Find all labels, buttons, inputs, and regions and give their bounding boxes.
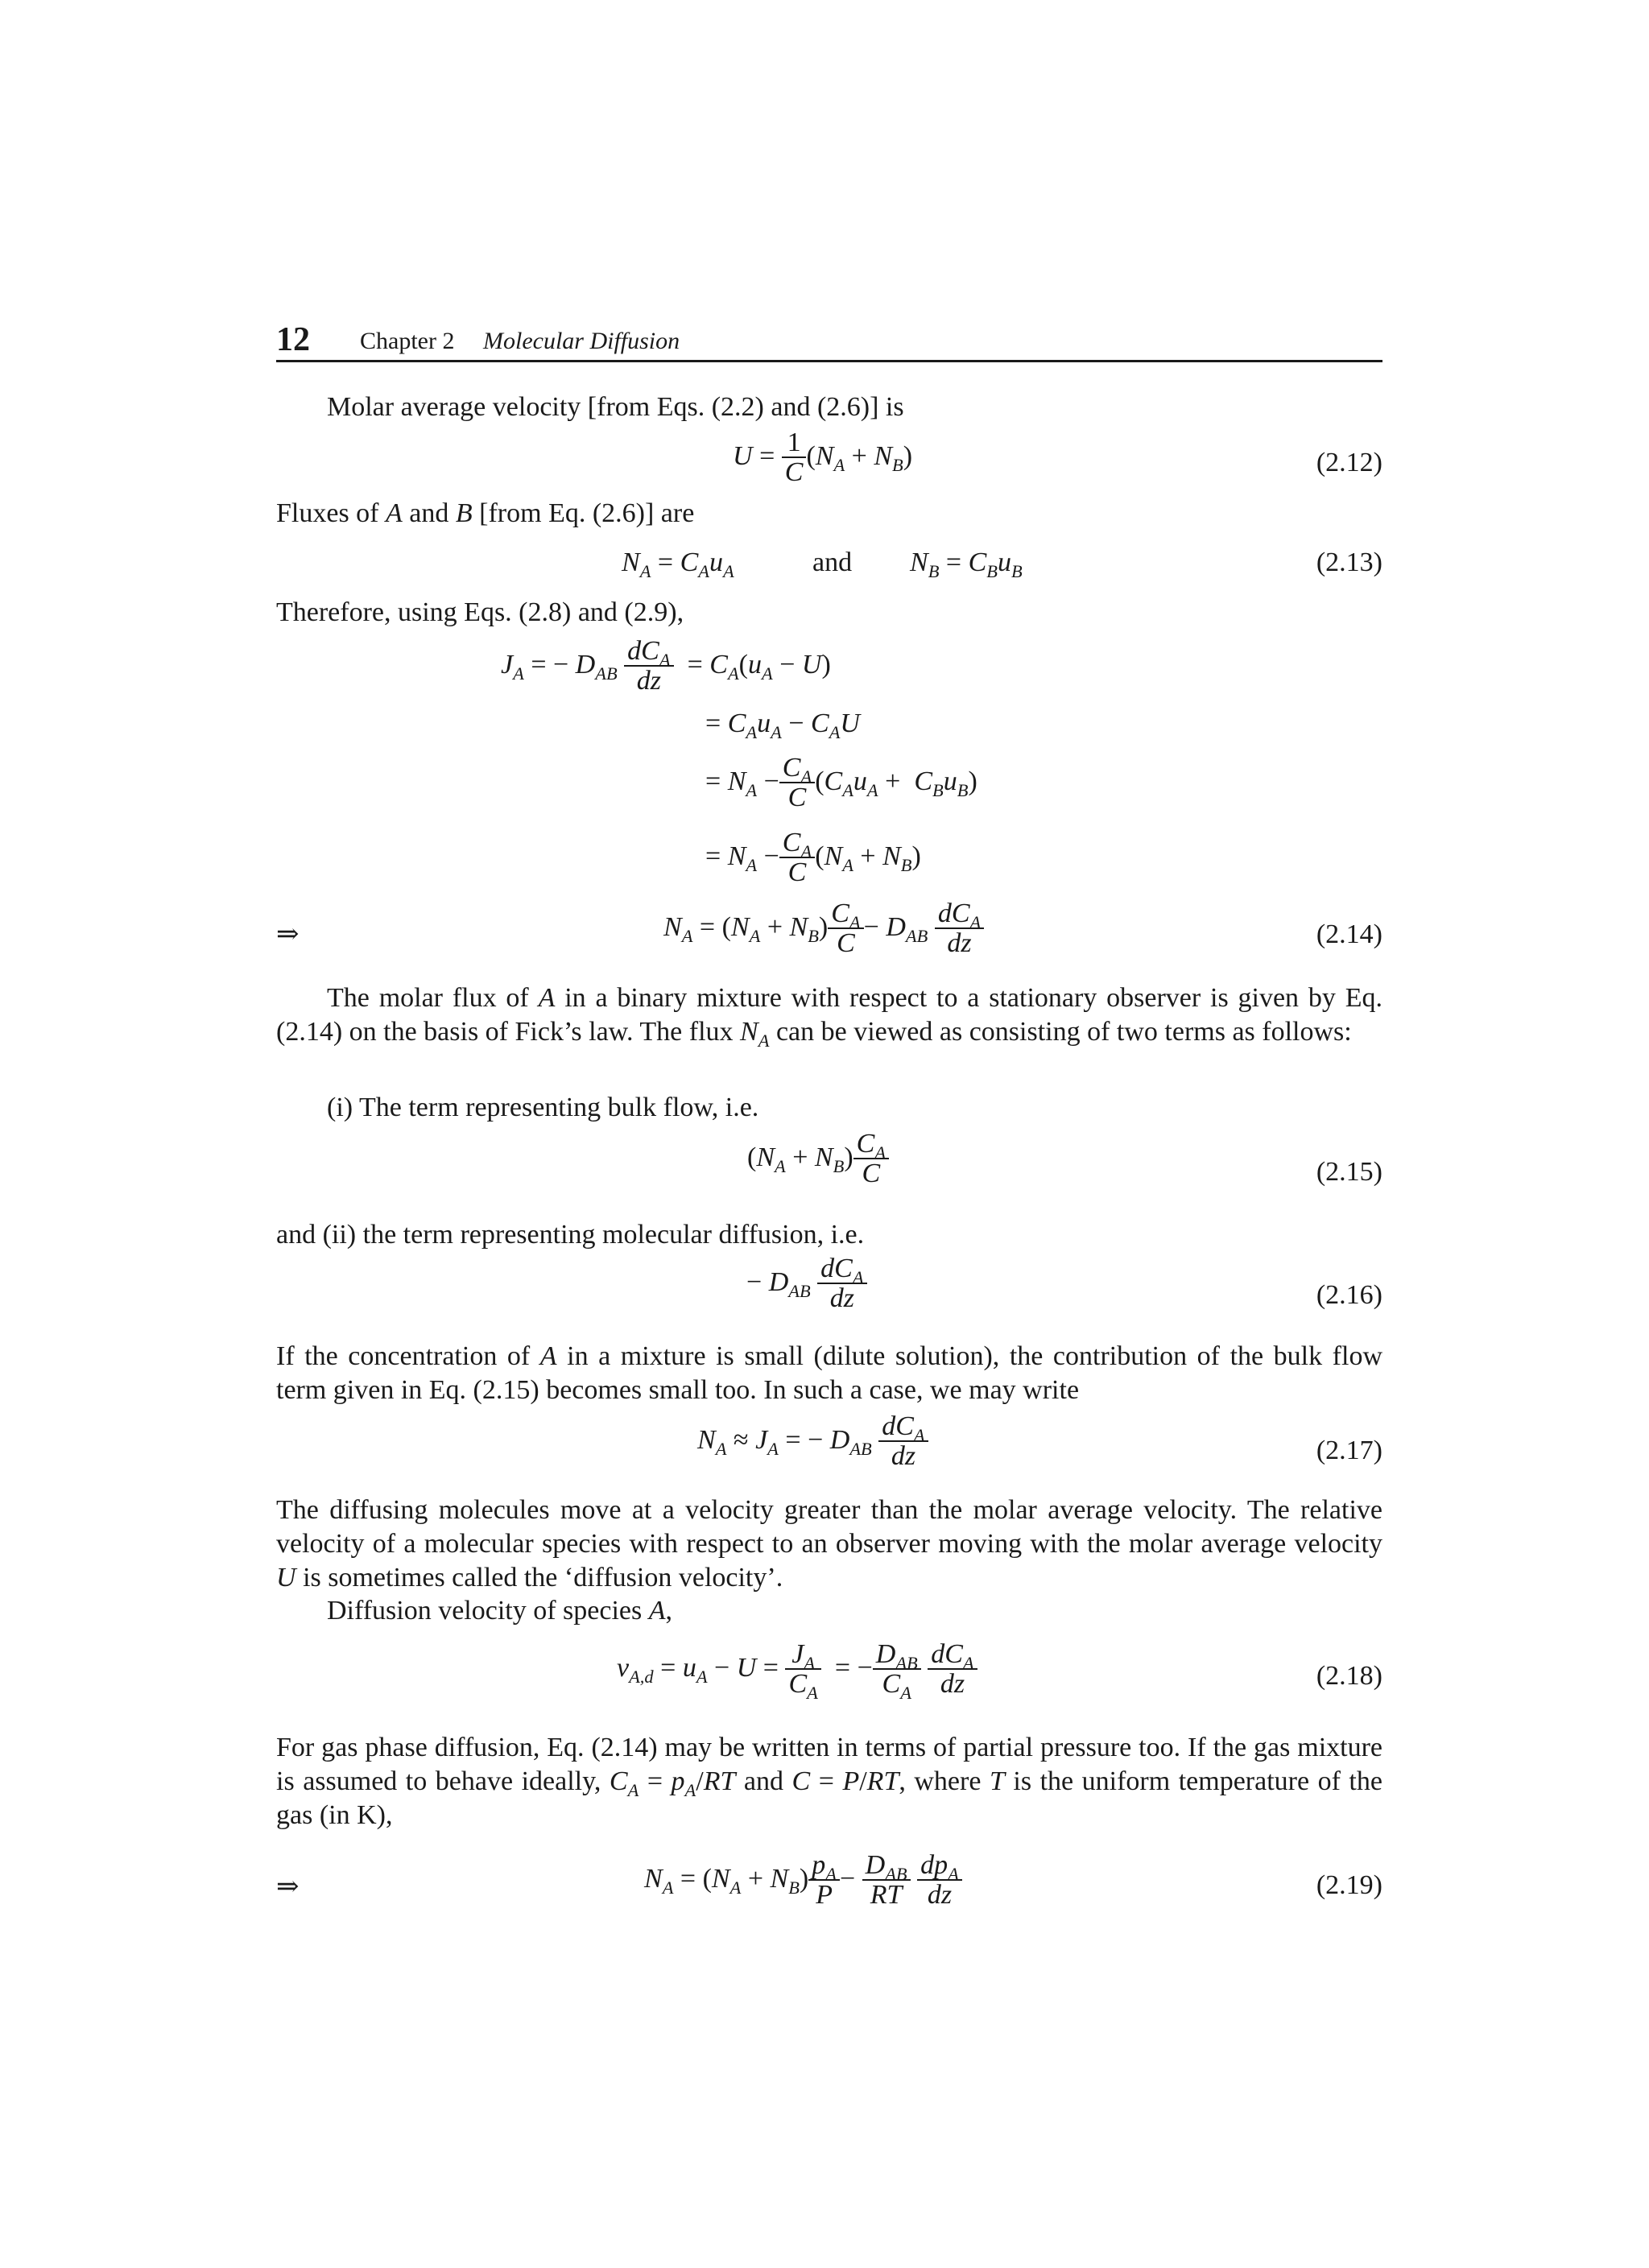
paragraph-gas-phase: For gas phase diffusion, Eq. (2.14) may be written in terms of partial pressure too. If the gas mixture is assumed to behave ideally, $C_A = p_A/RT$ and C = P/RT, where T is the uniform temperature of the gas (in K), <box>276 1733 1382 1830</box>
equation-2-14-body: $N_A = (N_A + N_B)$ $\frac{C_A}{C}$ − $D_{AB}$ $\frac{dC_A}{dz}$ <box>663 900 984 958</box>
derivation-line-3: = $N_A$ − $\frac{C_A}{C}$ $(C_Au_A + C_Bu_B)$ <box>705 753 977 812</box>
paragraph-molar-average: Molar average velocity [from Eqs. (2.2) and (2.6)] is <box>327 392 904 422</box>
paragraph-molar-flux: The molar flux of A in a binary mixture with respect to a stationary observer is given by Eq. (2.14) on the basis of Fick’s law. The flux $N_A$ can be viewed as consisting of two terms as follows: <box>276 983 1382 1051</box>
equation-2-13-right: $N_B = C_Bu_B$ <box>910 547 1023 581</box>
paragraph-term-ii: and (ii) the term representing molecular diffusion, i.e. <box>276 1220 865 1250</box>
paragraph-diffusion-velocity: Diffusion velocity of species A, <box>327 1596 673 1626</box>
paragraph-term-i: (i) The term representing bulk flow, i.e. <box>327 1093 759 1122</box>
implies-arrow-2: ⇒ <box>276 1872 300 1902</box>
paragraph-diffusing-molecules: The diffusing molecules move at a velocity greater than the molar average velocity. The relative velocity of a molecular species with respect to an observer moving with the molar average velocity U is sometimes called the ‘diffusion velocity’. <box>276 1495 1382 1593</box>
chapter-title: Molecular Diffusion <box>483 328 680 354</box>
paragraph-dilute: If the concentration of A in a mixture is small (dilute solution), the contribution of the bulk flow term given in Eq. (2.15) becomes small too. In such a case, we may write <box>276 1341 1382 1405</box>
equation-2-13-left: $N_A = C_Au_A$ <box>622 547 734 581</box>
equation-number-2-17: (2.17) <box>1316 1436 1382 1465</box>
derivation-line-4: = $N_A$ − $\frac{C_A}{C}$ $(N_A + N_B)$ <box>705 828 921 887</box>
page-number: 12 <box>276 321 310 358</box>
equation-2-17-body: $N_A \approx J_A$ = − $D_{AB}$ $\frac{dC_A}{dz}$ <box>697 1413 928 1471</box>
derivation-line-1: $J_A$ = − $D_{AB}$ $\frac{dC_A}{dz}$ = $C_A(u_A - U)$ <box>501 636 831 696</box>
equation-2-18-body: $v_{A,d} = u_A - U$ = $\frac{J_A}{C_A}$ = − $\frac{D_{AB}}{C_A}$ $\frac{dC_A}{dz}$ <box>617 1641 977 1699</box>
header-rule <box>276 360 1382 362</box>
equation-number-2-14: (2.14) <box>1316 919 1382 949</box>
equation-2-13-and: and <box>812 547 853 577</box>
chapter-label: Chapter 2 <box>360 328 455 354</box>
equation-2-12-body: U = $\frac{1}{C}$ $(N_A + N_B)$ <box>733 428 913 487</box>
equation-2-15-body: $(N_A + N_B)$ $\frac{C_A}{C}$ <box>747 1130 889 1188</box>
implies-arrow-1: ⇒ <box>276 919 300 949</box>
equation-number-2-18: (2.18) <box>1316 1661 1382 1691</box>
equation-number-2-12: (2.12) <box>1316 448 1382 477</box>
equation-2-16-body: − $D_{AB}$ $\frac{dC_A}{dz}$ <box>746 1255 867 1313</box>
derivation-line-2: = $C_Au_A - C_AU$ <box>705 708 860 742</box>
paragraph-fluxes: Fluxes of A and B [from Eq. (2.6)] are <box>276 498 695 528</box>
equation-number-2-13: (2.13) <box>1316 547 1382 577</box>
equation-2-19-body: $N_A = (N_A + N_B)$ $\frac{p_A}{P}$ − $\frac{D_{AB}}{RT}$ $\frac{dp_A}{dz}$ <box>644 1852 962 1910</box>
paragraph-therefore: Therefore, using Eqs. (2.8) and (2.9), <box>276 597 684 627</box>
equation-number-2-16: (2.16) <box>1316 1280 1382 1310</box>
equation-number-2-19: (2.19) <box>1316 1870 1382 1900</box>
equation-number-2-15: (2.15) <box>1316 1157 1382 1187</box>
